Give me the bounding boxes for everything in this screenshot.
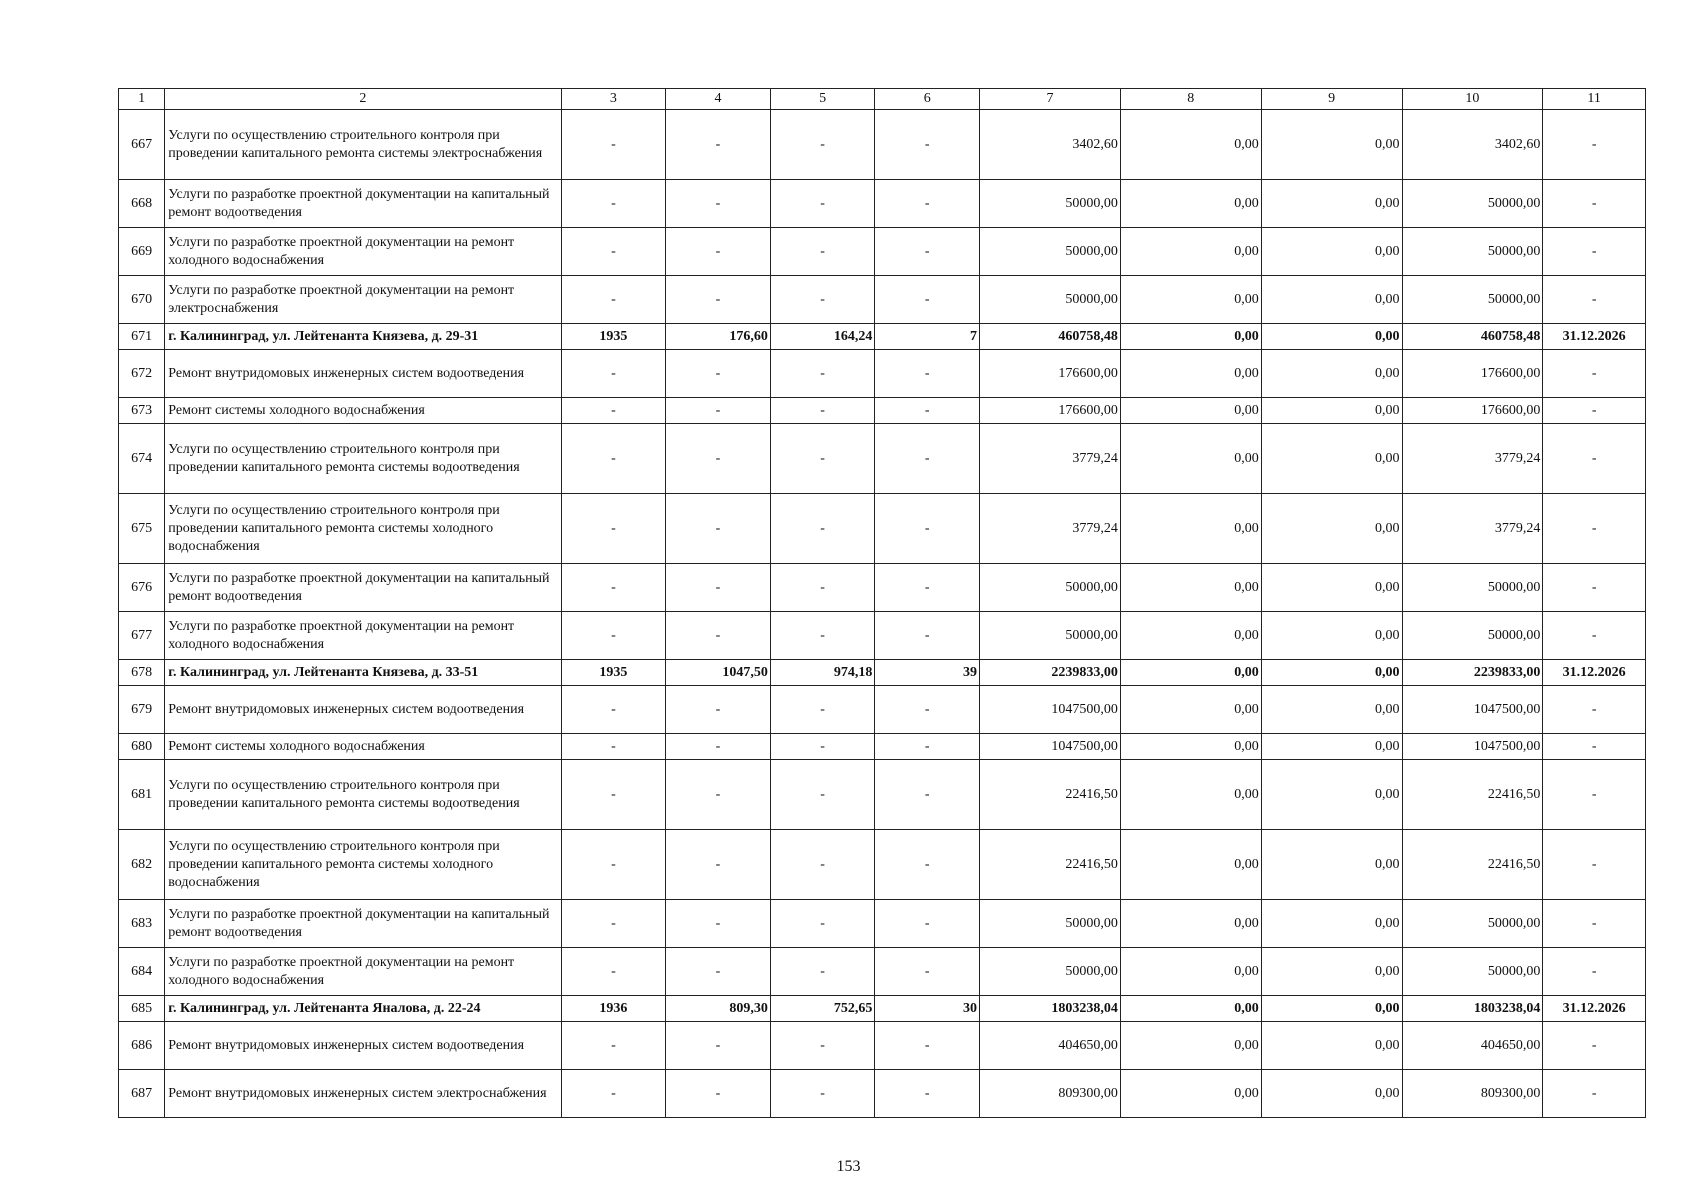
work-description-cell: Услуги по осуществлению строительного контроля при проведении капитального ремонта системы холодного водоснабжения	[165, 830, 561, 900]
col-6-cell: -	[875, 686, 980, 734]
col-3-cell: -	[561, 110, 666, 180]
col-10-amount-cell: 176600,00	[1402, 350, 1543, 398]
col-8-amount-cell: 0,00	[1120, 350, 1261, 398]
col-6-cell: 39	[875, 660, 980, 686]
row-number-cell: 671	[119, 324, 165, 350]
column-number-header: 6	[875, 89, 980, 110]
col-3-cell: -	[561, 424, 666, 494]
col-9-amount-cell: 0,00	[1261, 734, 1402, 760]
table-row	[119, 948, 1646, 996]
col-9-amount-cell: 0,00	[1261, 830, 1402, 900]
col-8-amount-cell: 0,00	[1120, 564, 1261, 612]
address-row	[119, 660, 1646, 686]
col-10-amount-cell: 460758,48	[1402, 324, 1543, 350]
col-11-cell: -	[1543, 494, 1646, 564]
col-5-cell: -	[770, 948, 875, 996]
column-number-header: 1	[119, 89, 165, 110]
col-9-amount-cell: 0,00	[1261, 110, 1402, 180]
col-5-cell: -	[770, 350, 875, 398]
col-9-amount-cell: 0,00	[1261, 324, 1402, 350]
col-3-cell: -	[561, 494, 666, 564]
work-description-cell: Услуги по разработке проектной документации на ремонт холодного водоснабжения	[165, 228, 561, 276]
column-number-header: 10	[1402, 89, 1543, 110]
col-4-cell: -	[666, 900, 771, 948]
col-9-amount-cell: 0,00	[1261, 948, 1402, 996]
row-number-cell: 676	[119, 564, 165, 612]
work-description-cell: Ремонт внутридомовых инженерных систем водоотведения	[165, 1022, 561, 1070]
col-7-amount-cell: 50000,00	[980, 228, 1121, 276]
row-number-cell: 667	[119, 110, 165, 180]
col-6-cell: 7	[875, 324, 980, 350]
col-9-amount-cell: 0,00	[1261, 350, 1402, 398]
col-11-cell: -	[1543, 1070, 1646, 1118]
row-number-cell: 669	[119, 228, 165, 276]
table-row	[119, 180, 1646, 228]
col-4-cell: -	[666, 686, 771, 734]
work-description-cell: Ремонт системы холодного водоснабжения	[165, 734, 561, 760]
col-3-cell: -	[561, 398, 666, 424]
column-number-header: 9	[1261, 89, 1402, 110]
address-row	[119, 324, 1646, 350]
work-description-cell: Услуги по разработке проектной документации на ремонт холодного водоснабжения	[165, 948, 561, 996]
col-5-cell: -	[770, 494, 875, 564]
col-5-cell: -	[770, 612, 875, 660]
col-3-cell: -	[561, 948, 666, 996]
col-7-amount-cell: 22416,50	[980, 830, 1121, 900]
col-9-amount-cell: 0,00	[1261, 276, 1402, 324]
table-row	[119, 228, 1646, 276]
col-7-amount-cell: 50000,00	[980, 564, 1121, 612]
col-6-cell: -	[875, 734, 980, 760]
col-3-cell: -	[561, 734, 666, 760]
col-8-amount-cell: 0,00	[1120, 1022, 1261, 1070]
col-6-cell: -	[875, 1070, 980, 1118]
col-11-cell: -	[1543, 900, 1646, 948]
row-number-cell: 672	[119, 350, 165, 398]
col-9-amount-cell: 0,00	[1261, 612, 1402, 660]
table-row	[119, 398, 1646, 424]
work-description-cell: Услуги по разработке проектной документации на ремонт электроснабжения	[165, 276, 561, 324]
col-11-cell: 31.12.2026	[1543, 324, 1646, 350]
col-7-amount-cell: 50000,00	[980, 180, 1121, 228]
col-8-amount-cell: 0,00	[1120, 760, 1261, 830]
row-number-cell: 674	[119, 424, 165, 494]
col-11-cell: -	[1543, 686, 1646, 734]
col-5-cell: 752,65	[770, 996, 875, 1022]
work-description-cell: Услуги по разработке проектной документации на капитальный ремонт водоотведения	[165, 564, 561, 612]
col-6-cell: -	[875, 760, 980, 830]
col-11-cell: -	[1543, 228, 1646, 276]
col-4-cell: -	[666, 734, 771, 760]
col-9-amount-cell: 0,00	[1261, 398, 1402, 424]
row-number-cell: 687	[119, 1070, 165, 1118]
row-number-cell: 684	[119, 948, 165, 996]
work-description-cell: Услуги по разработке проектной документации на ремонт холодного водоснабжения	[165, 612, 561, 660]
col-10-amount-cell: 50000,00	[1402, 180, 1543, 228]
col-8-amount-cell: 0,00	[1120, 1070, 1261, 1118]
row-number-cell: 677	[119, 612, 165, 660]
row-number-cell: 683	[119, 900, 165, 948]
col-11-cell: -	[1543, 180, 1646, 228]
col-6-cell: -	[875, 228, 980, 276]
col-3-cell: -	[561, 228, 666, 276]
col-7-amount-cell: 1047500,00	[980, 734, 1121, 760]
row-number-cell: 682	[119, 830, 165, 900]
table-row	[119, 350, 1646, 398]
col-8-amount-cell: 0,00	[1120, 830, 1261, 900]
col-8-amount-cell: 0,00	[1120, 900, 1261, 948]
col-4-cell: -	[666, 350, 771, 398]
col-10-amount-cell: 50000,00	[1402, 276, 1543, 324]
col-8-amount-cell: 0,00	[1120, 110, 1261, 180]
col-3-cell: -	[561, 612, 666, 660]
col-5-cell: -	[770, 1022, 875, 1070]
col-4-cell: -	[666, 110, 771, 180]
work-description-cell: Услуги по осуществлению строительного контроля при проведении капитального ремонта системы электроснабжения	[165, 110, 561, 180]
col-9-amount-cell: 0,00	[1261, 686, 1402, 734]
column-number-header: 5	[770, 89, 875, 110]
col-5-cell: -	[770, 900, 875, 948]
col-3-cell: -	[561, 276, 666, 324]
col-7-amount-cell: 176600,00	[980, 350, 1121, 398]
col-6-cell: -	[875, 276, 980, 324]
col-3-cell: -	[561, 564, 666, 612]
col-8-amount-cell: 0,00	[1120, 228, 1261, 276]
col-11-cell: -	[1543, 110, 1646, 180]
col-7-amount-cell: 1047500,00	[980, 686, 1121, 734]
col-9-amount-cell: 0,00	[1261, 564, 1402, 612]
col-7-amount-cell: 2239833,00	[980, 660, 1121, 686]
row-number-cell: 673	[119, 398, 165, 424]
table-row	[119, 424, 1646, 494]
col-3-cell: -	[561, 1070, 666, 1118]
col-5-cell: -	[770, 686, 875, 734]
col-4-cell: 809,30	[666, 996, 771, 1022]
column-number-header: 4	[666, 89, 771, 110]
col-7-amount-cell: 22416,50	[980, 760, 1121, 830]
col-8-amount-cell: 0,00	[1120, 948, 1261, 996]
col-6-cell: 30	[875, 996, 980, 1022]
column-number-header: 8	[1120, 89, 1261, 110]
col-5-cell: -	[770, 1070, 875, 1118]
col-6-cell: -	[875, 424, 980, 494]
col-8-amount-cell: 0,00	[1120, 612, 1261, 660]
row-number-cell: 679	[119, 686, 165, 734]
col-3-cell: -	[561, 830, 666, 900]
col-8-amount-cell: 0,00	[1120, 180, 1261, 228]
col-7-amount-cell: 1803238,04	[980, 996, 1121, 1022]
table-row	[119, 612, 1646, 660]
col-7-amount-cell: 3779,24	[980, 494, 1121, 564]
work-description-cell: Ремонт системы холодного водоснабжения	[165, 398, 561, 424]
col-10-amount-cell: 50000,00	[1402, 900, 1543, 948]
col-10-amount-cell: 3402,60	[1402, 110, 1543, 180]
col-10-amount-cell: 176600,00	[1402, 398, 1543, 424]
col-5-cell: -	[770, 180, 875, 228]
col-10-amount-cell: 809300,00	[1402, 1070, 1543, 1118]
table-row	[119, 760, 1646, 830]
col-11-cell: -	[1543, 734, 1646, 760]
col-4-cell: -	[666, 612, 771, 660]
row-number-cell: 670	[119, 276, 165, 324]
col-3-cell: -	[561, 900, 666, 948]
col-7-amount-cell: 460758,48	[980, 324, 1121, 350]
col-3-cell: -	[561, 1022, 666, 1070]
col-10-amount-cell: 1047500,00	[1402, 734, 1543, 760]
col-6-cell: -	[875, 494, 980, 564]
col-6-cell: -	[875, 398, 980, 424]
col-5-cell: -	[770, 760, 875, 830]
work-description-cell: Услуги по осуществлению строительного контроля при проведении капитального ремонта системы водоотведения	[165, 760, 561, 830]
col-8-amount-cell: 0,00	[1120, 686, 1261, 734]
col-9-amount-cell: 0,00	[1261, 424, 1402, 494]
col-10-amount-cell: 50000,00	[1402, 612, 1543, 660]
work-description-cell: Услуги по осуществлению строительного контроля при проведении капитального ремонта системы холодного водоснабжения	[165, 494, 561, 564]
work-description-cell: г. Калининград, ул. Лейтенанта Князева, д. 29-31	[165, 324, 561, 350]
col-10-amount-cell: 50000,00	[1402, 948, 1543, 996]
col-8-amount-cell: 0,00	[1120, 424, 1261, 494]
col-5-cell: -	[770, 564, 875, 612]
col-9-amount-cell: 0,00	[1261, 760, 1402, 830]
col-8-amount-cell: 0,00	[1120, 494, 1261, 564]
works-table	[118, 88, 1646, 1118]
col-5-cell: -	[770, 830, 875, 900]
col-11-cell: 31.12.2026	[1543, 660, 1646, 686]
col-4-cell: 1047,50	[666, 660, 771, 686]
col-7-amount-cell: 3779,24	[980, 424, 1121, 494]
col-4-cell: -	[666, 948, 771, 996]
column-number-header-row	[119, 89, 1646, 110]
col-10-amount-cell: 3779,24	[1402, 494, 1543, 564]
row-number-cell: 680	[119, 734, 165, 760]
col-10-amount-cell: 3779,24	[1402, 424, 1543, 494]
col-5-cell: -	[770, 228, 875, 276]
col-5-cell: -	[770, 424, 875, 494]
col-7-amount-cell: 809300,00	[980, 1070, 1121, 1118]
col-3-cell: -	[561, 686, 666, 734]
col-11-cell: -	[1543, 276, 1646, 324]
table-row	[119, 494, 1646, 564]
col-10-amount-cell: 1047500,00	[1402, 686, 1543, 734]
row-number-cell: 678	[119, 660, 165, 686]
col-4-cell: -	[666, 180, 771, 228]
col-10-amount-cell: 2239833,00	[1402, 660, 1543, 686]
col-10-amount-cell: 404650,00	[1402, 1022, 1543, 1070]
col-4-cell: -	[666, 564, 771, 612]
col-6-cell: -	[875, 612, 980, 660]
col-5-cell: 974,18	[770, 660, 875, 686]
col-3-cell: 1936	[561, 996, 666, 1022]
col-9-amount-cell: 0,00	[1261, 1070, 1402, 1118]
col-10-amount-cell: 50000,00	[1402, 228, 1543, 276]
table-row	[119, 276, 1646, 324]
col-11-cell: -	[1543, 612, 1646, 660]
col-11-cell: -	[1543, 398, 1646, 424]
col-8-amount-cell: 0,00	[1120, 398, 1261, 424]
col-8-amount-cell: 0,00	[1120, 734, 1261, 760]
col-6-cell: -	[875, 830, 980, 900]
col-4-cell: -	[666, 760, 771, 830]
col-8-amount-cell: 0,00	[1120, 276, 1261, 324]
work-description-cell: Услуги по разработке проектной документации на капитальный ремонт водоотведения	[165, 180, 561, 228]
page-number: 153	[836, 1158, 861, 1175]
col-10-amount-cell: 22416,50	[1402, 830, 1543, 900]
col-3-cell: 1935	[561, 660, 666, 686]
col-7-amount-cell: 50000,00	[980, 900, 1121, 948]
col-6-cell: -	[875, 180, 980, 228]
col-4-cell: -	[666, 398, 771, 424]
col-7-amount-cell: 50000,00	[980, 276, 1121, 324]
col-4-cell: -	[666, 276, 771, 324]
col-11-cell: -	[1543, 760, 1646, 830]
col-6-cell: -	[875, 110, 980, 180]
column-number-header: 3	[561, 89, 666, 110]
col-11-cell: -	[1543, 1022, 1646, 1070]
work-description-cell: Услуги по разработке проектной документации на капитальный ремонт водоотведения	[165, 900, 561, 948]
col-10-amount-cell: 50000,00	[1402, 564, 1543, 612]
col-6-cell: -	[875, 900, 980, 948]
col-4-cell: -	[666, 228, 771, 276]
table-row	[119, 830, 1646, 900]
col-9-amount-cell: 0,00	[1261, 228, 1402, 276]
col-4-cell: -	[666, 1022, 771, 1070]
col-9-amount-cell: 0,00	[1261, 1022, 1402, 1070]
row-number-cell: 668	[119, 180, 165, 228]
col-11-cell: -	[1543, 948, 1646, 996]
col-8-amount-cell: 0,00	[1120, 324, 1261, 350]
col-5-cell: -	[770, 110, 875, 180]
column-number-header: 11	[1543, 89, 1646, 110]
col-7-amount-cell: 50000,00	[980, 948, 1121, 996]
col-9-amount-cell: 0,00	[1261, 180, 1402, 228]
table-row	[119, 900, 1646, 948]
table-row	[119, 564, 1646, 612]
table-body	[119, 89, 1646, 1118]
col-7-amount-cell: 176600,00	[980, 398, 1121, 424]
col-9-amount-cell: 0,00	[1261, 494, 1402, 564]
col-6-cell: -	[875, 948, 980, 996]
column-number-header: 7	[980, 89, 1121, 110]
col-6-cell: -	[875, 350, 980, 398]
table-row	[119, 110, 1646, 180]
col-3-cell: -	[561, 350, 666, 398]
row-number-cell: 686	[119, 1022, 165, 1070]
col-5-cell: -	[770, 734, 875, 760]
col-9-amount-cell: 0,00	[1261, 900, 1402, 948]
col-7-amount-cell: 50000,00	[980, 612, 1121, 660]
col-3-cell: 1935	[561, 324, 666, 350]
row-number-cell: 681	[119, 760, 165, 830]
table-row	[119, 1070, 1646, 1118]
col-8-amount-cell: 0,00	[1120, 660, 1261, 686]
col-4-cell: 176,60	[666, 324, 771, 350]
col-11-cell: -	[1543, 350, 1646, 398]
col-7-amount-cell: 404650,00	[980, 1022, 1121, 1070]
work-description-cell: Ремонт внутридомовых инженерных систем водоотведения	[165, 686, 561, 734]
work-description-cell: Ремонт внутридомовых инженерных систем электроснабжения	[165, 1070, 561, 1118]
col-10-amount-cell: 22416,50	[1402, 760, 1543, 830]
work-description-cell: г. Калининград, ул. Лейтенанта Яналова, д. 22-24	[165, 996, 561, 1022]
col-5-cell: -	[770, 398, 875, 424]
row-number-cell: 675	[119, 494, 165, 564]
row-number-cell: 685	[119, 996, 165, 1022]
table-row	[119, 734, 1646, 760]
col-9-amount-cell: 0,00	[1261, 660, 1402, 686]
work-description-cell: г. Калининград, ул. Лейтенанта Князева, д. 33-51	[165, 660, 561, 686]
col-11-cell: 31.12.2026	[1543, 996, 1646, 1022]
col-5-cell: 164,24	[770, 324, 875, 350]
col-11-cell: -	[1543, 830, 1646, 900]
col-11-cell: -	[1543, 564, 1646, 612]
col-3-cell: -	[561, 760, 666, 830]
col-8-amount-cell: 0,00	[1120, 996, 1261, 1022]
col-4-cell: -	[666, 494, 771, 564]
col-5-cell: -	[770, 276, 875, 324]
col-4-cell: -	[666, 1070, 771, 1118]
col-6-cell: -	[875, 564, 980, 612]
address-row	[119, 996, 1646, 1022]
column-number-header: 2	[165, 89, 561, 110]
col-4-cell: -	[666, 424, 771, 494]
work-description-cell: Ремонт внутридомовых инженерных систем водоотведения	[165, 350, 561, 398]
col-11-cell: -	[1543, 424, 1646, 494]
table-row	[119, 686, 1646, 734]
col-6-cell: -	[875, 1022, 980, 1070]
col-4-cell: -	[666, 830, 771, 900]
col-3-cell: -	[561, 180, 666, 228]
col-10-amount-cell: 1803238,04	[1402, 996, 1543, 1022]
col-9-amount-cell: 0,00	[1261, 996, 1402, 1022]
work-description-cell: Услуги по осуществлению строительного контроля при проведении капитального ремонта системы водоотведения	[165, 424, 561, 494]
table-row	[119, 1022, 1646, 1070]
col-7-amount-cell: 3402,60	[980, 110, 1121, 180]
